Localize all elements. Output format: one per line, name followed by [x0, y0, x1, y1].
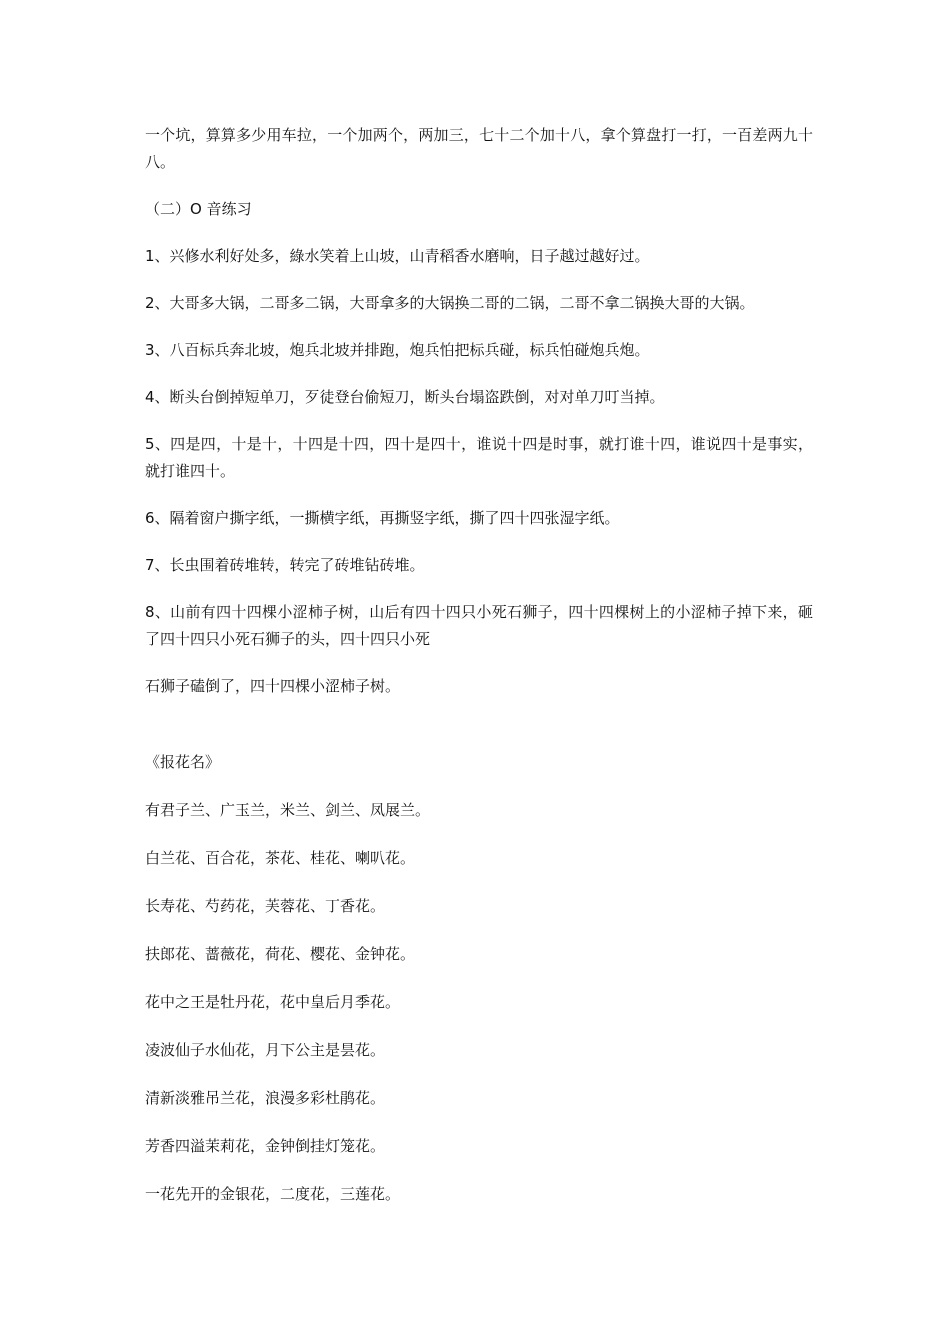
- tongue-twister-8-continuation: 石狮子磕倒了，四十四棵小涩柿子树。: [145, 677, 401, 695]
- poem-line-1: 有君子兰、广玉兰，米兰、剑兰、凤展兰。: [145, 801, 431, 819]
- tongue-twister-3: 3、八百标兵奔北坡，炮兵北坡并排跑，炮兵怕把标兵碰，标兵怕碰炮兵炮。: [145, 341, 650, 359]
- tongue-twister-8: 8、山前有四十四棵小涩柿子树，山后有四十四只小死石狮子，四十四棵树上的小涩柿子掉下来，砸了四十四只小死石狮子的头，四十四只小死: [145, 603, 813, 648]
- poem-line-9: 一花先开的金银花，二度花，三莲花。: [145, 1185, 401, 1203]
- poem-line-4: 扶郎花、蔷薇花，荷花、樱花、金钟花。: [145, 945, 416, 963]
- poem-line-5: 花中之王是牡丹花，花中皇后月季花。: [145, 993, 401, 1011]
- section-heading: （二）O 音练习: [145, 200, 252, 218]
- tongue-twister-4: 4、断头台倒掉短单刀，歹徒登台偷短刀，断头台塌盗跌倒，对对单刀叮当掉。: [145, 388, 665, 406]
- document-page: [145, 122, 813, 1229]
- poem-line-8: 芳香四溢茉莉花，金钟倒挂灯笼花。: [145, 1137, 386, 1155]
- poem-line-3: 长寿花、芍药花，芙蓉花、丁香花。: [145, 897, 386, 915]
- section-spacer: [145, 720, 813, 749]
- tongue-twister-6: 6、隔着窗户撕字纸，一撕横字纸，再撕竖字纸，撕了四十四张湿字纸。: [145, 509, 620, 527]
- poem-title: 《报花名》: [145, 753, 221, 771]
- poem-line-7: 清新淡雅吊兰花，浪漫多彩杜鹃花。: [145, 1089, 386, 1107]
- continuation-paragraph: 一个坑，算算多少用车拉，一个加两个，两加三，七十二个加十八，拿个算盘打一打，一百差两九十八。: [145, 126, 813, 171]
- tongue-twister-5: 5、四是四，十是十，十四是十四，四十是四十，谁说十四是时事，就打谁十四，谁说四十是事实，就打谁四十。: [145, 435, 813, 480]
- poem-line-2: 白兰花、百合花，茶花、桂花、喇叭花。: [145, 849, 416, 867]
- tongue-twister-7: 7、长虫围着砖堆转，转完了砖堆钻砖堆。: [145, 556, 425, 574]
- tongue-twister-2: 2、大哥多大锅，二哥多二锅，大哥拿多的大锅换二哥的二锅，二哥不拿二锅换大哥的大锅。: [145, 294, 755, 312]
- tongue-twister-1: 1、兴修水利好处多，綠水笑着上山坡，山青稻香水磨响，日子越过越好过。: [145, 247, 650, 265]
- poem-line-6: 凌波仙子水仙花，月下公主是昙花。: [145, 1041, 386, 1059]
